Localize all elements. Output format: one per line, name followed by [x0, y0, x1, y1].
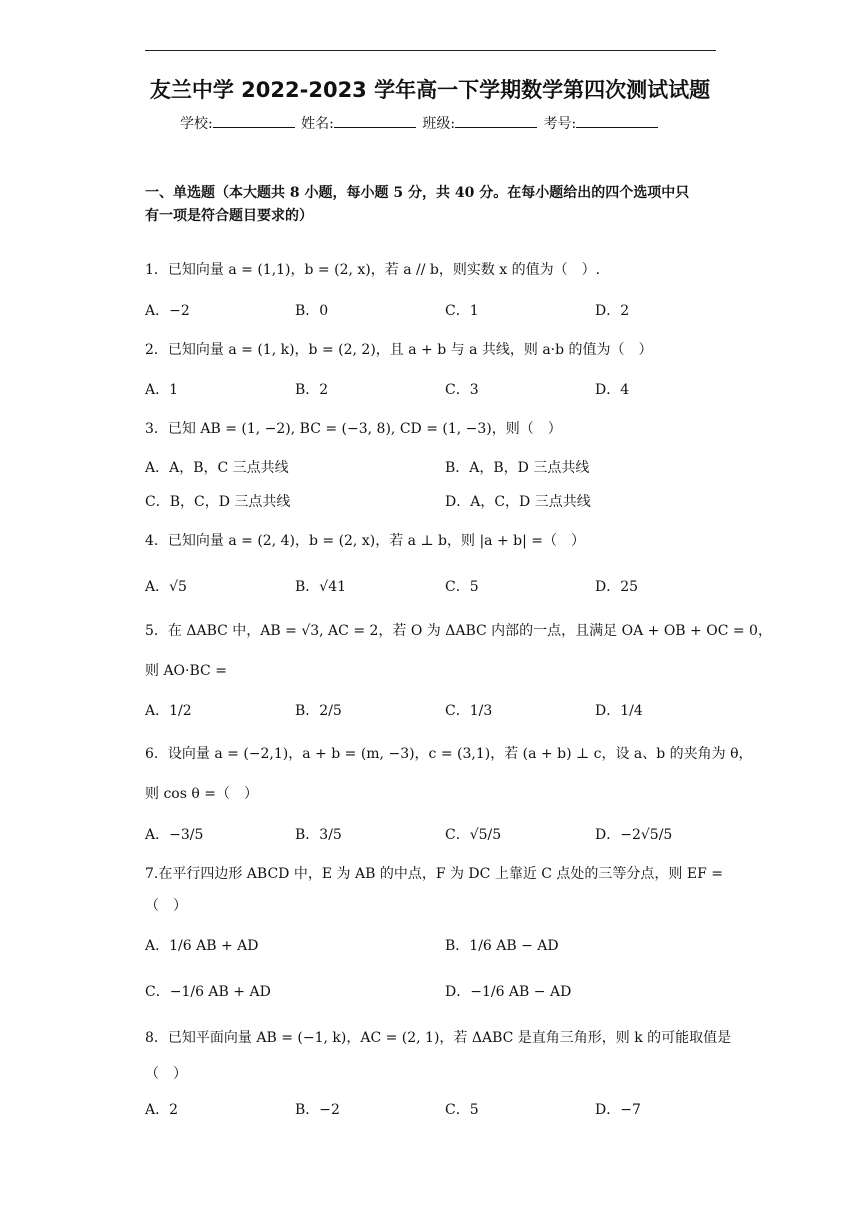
option-a[interactable]: A．1/6 AB + AD [145, 938, 259, 954]
question-1-stem: 1．已知向量 a = (1,1)，b = (2, x)，若 a // b，则实数 x 的值为（ ）. [145, 262, 601, 278]
option-c[interactable]: C．3 [445, 382, 479, 398]
section-heading [145, 182, 720, 228]
option-c[interactable]: C．√5/5 [445, 827, 502, 843]
option-b[interactable]: B．1/6 AB − AD [445, 938, 559, 954]
option-b[interactable]: B．2/5 [295, 703, 342, 719]
option-b[interactable]: B．3/5 [295, 827, 342, 843]
class-blank[interactable] [455, 115, 537, 128]
school-blank[interactable] [213, 115, 295, 128]
option-c[interactable]: C．1/3 [445, 703, 493, 719]
name-blank[interactable] [334, 115, 416, 128]
question-5-stem-cont: 则 AO·BC = [145, 663, 227, 679]
option-a[interactable]: A．−2 [145, 303, 190, 319]
info-fields [180, 113, 660, 133]
option-d[interactable]: D．4 [595, 382, 630, 398]
question-3-stem: 3．已知 AB = (1, −2), BC = (−3, 8), CD = (1, −3)，则（ ） [145, 421, 562, 437]
header-rule [145, 50, 716, 51]
option-b[interactable]: B．−2 [295, 1102, 340, 1118]
school-label: 学校: [180, 116, 213, 132]
number-blank[interactable] [576, 115, 658, 128]
option-a[interactable]: A．1/2 [145, 703, 192, 719]
number-label: 考号: [543, 116, 577, 132]
question-6-stem-cont: 则 cos θ =（ ） [145, 786, 258, 802]
option-a[interactable]: A．−3/5 [145, 827, 204, 843]
option-b[interactable]: B．A，B，D 三点共线 [445, 460, 590, 476]
option-b[interactable]: B．2 [295, 382, 329, 398]
option-d[interactable]: D．1/4 [595, 703, 643, 719]
section-heading-line2: 有一项是符合题目要求的） [145, 208, 313, 224]
question-5-stem: 5．在 ΔABC 中，AB = √3, AC = 2，若 O 为 ΔABC 内部的一点，且满足 OA + OB + OC = 0， [145, 623, 772, 639]
page-title: 友兰中学 2022-2023 学年高一下学期数学第四次测试试题 [149, 78, 711, 102]
section-heading-line1: 一、单选题（本大题共 8 小题，每小题 5 分，共 40 分。在每小题给出的四个选项中只 [145, 185, 690, 201]
option-c[interactable]: C．5 [445, 1102, 479, 1118]
option-a[interactable]: A．2 [145, 1102, 179, 1118]
question-6-stem: 6．设向量 a = (−2,1)，a + b = (m, −3)，c = (3,1)，若 (a + b) ⊥ c，设 a、b 的夹角为 θ， [145, 746, 753, 762]
option-c[interactable]: C．−1/6 AB + AD [145, 984, 271, 1000]
option-d[interactable]: D．−1/6 AB − AD [445, 984, 572, 1000]
question-8-stem-cont: （ ） [145, 1066, 187, 1082]
class-label: 班级: [422, 116, 456, 132]
question-7-stem-cont: （ ） [145, 898, 187, 914]
option-d[interactable]: D．25 [595, 579, 639, 595]
option-a[interactable]: A．A，B，C 三点共线 [145, 460, 289, 476]
option-c[interactable]: C．1 [445, 303, 479, 319]
option-d[interactable]: D．2 [595, 303, 630, 319]
name-label: 姓名: [301, 116, 334, 132]
option-d[interactable]: D．−2√5/5 [595, 827, 673, 843]
question-8-stem: 8．已知平面向量 AB = (−1, k)，AC = (2, 1)，若 ΔABC 是直角三角形，则 k 的可能取值是 [145, 1030, 732, 1046]
option-b[interactable]: B．0 [295, 303, 329, 319]
question-2-stem: 2．已知向量 a = (1, k)，b = (2, 2)，且 a + b 与 a 共线，则 a·b 的值为（ ） [145, 342, 653, 358]
question-7-stem: 7.在平行四边形 ABCD 中，E 为 AB 的中点，F 为 DC 上靠近 C 点处的三等分点，则 EF = [145, 866, 723, 882]
option-d[interactable]: D．A，C，D 三点共线 [445, 494, 591, 510]
option-a[interactable]: A．1 [145, 382, 179, 398]
option-c[interactable]: C．B，C，D 三点共线 [145, 494, 291, 510]
option-b[interactable]: B．√41 [295, 579, 347, 595]
option-c[interactable]: C．5 [445, 579, 479, 595]
option-a[interactable]: A．√5 [145, 579, 187, 595]
question-4-stem: 4．已知向量 a = (2, 4)，b = (2, x)，若 a ⊥ b，则 |a + b| =（ ） [145, 533, 586, 549]
option-d[interactable]: D．−7 [595, 1102, 641, 1118]
